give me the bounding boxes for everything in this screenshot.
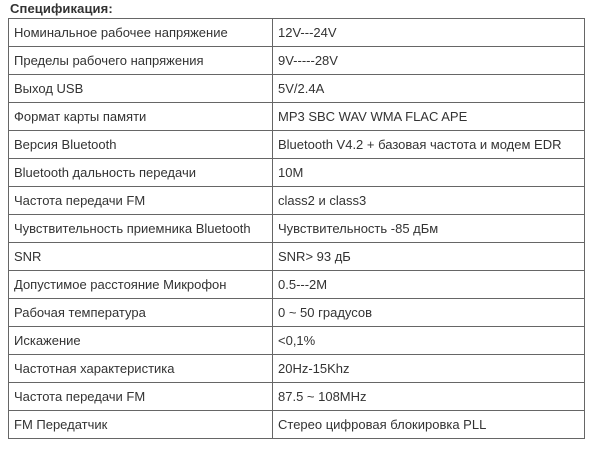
table-row [9,299,585,327]
spec-value: 5V/2.4A [273,75,585,103]
spec-value: 0 ~ 50 градусов [273,299,585,327]
spec-name: Формат карты памяти [9,103,273,131]
spec-table [8,18,585,439]
spec-name: Частота передачи FM [9,187,273,215]
table-row [9,383,585,411]
table-row [9,271,585,299]
spec-name: Частотная характеристика [9,355,273,383]
table-row [9,19,585,47]
spec-value: Чувствительность -85 дБм [273,215,585,243]
spec-name: Пределы рабочего напряжения [9,47,273,75]
table-row [9,243,585,271]
spec-name: SNR [9,243,273,271]
table-row [9,159,585,187]
spec-value: 10M [273,159,585,187]
spec-name: Допустимое расстояние Микрофон [9,271,273,299]
spec-value: class2 и class3 [273,187,585,215]
table-row [9,131,585,159]
table-row [9,355,585,383]
spec-value: 0.5---2M [273,271,585,299]
spec-value: 9V-----28V [273,47,585,75]
spec-value: 12V---24V [273,19,585,47]
spec-title: Спецификация: [10,1,113,16]
table-row [9,215,585,243]
spec-name: Чувствительность приемника Bluetooth [9,215,273,243]
spec-value: Стерео цифровая блокировка PLL [273,411,585,439]
spec-name: Выход USB [9,75,273,103]
table-row [9,103,585,131]
table-row [9,187,585,215]
spec-value: SNR> 93 дБ [273,243,585,271]
spec-name: Версия Bluetooth [9,131,273,159]
table-row [9,411,585,439]
spec-name: Искажение [9,327,273,355]
spec-value: Bluetooth V4.2 + базовая частота и модем EDR [273,131,585,159]
table-row [9,75,585,103]
spec-table-body [9,19,585,439]
spec-name: Частота передачи FM [9,383,273,411]
spec-name: Bluetooth дальность передачи [9,159,273,187]
spec-value: 20Hz-15Khz [273,355,585,383]
spec-value: <0,1% [273,327,585,355]
table-row [9,47,585,75]
spec-name: FM Передатчик [9,411,273,439]
spec-value: 87.5 ~ 108MHz [273,383,585,411]
spec-name: Рабочая температура [9,299,273,327]
table-row [9,327,585,355]
spec-name: Номинальное рабочее напряжение [9,19,273,47]
spec-value: MP3 SBC WAV WMA FLAC APE [273,103,585,131]
